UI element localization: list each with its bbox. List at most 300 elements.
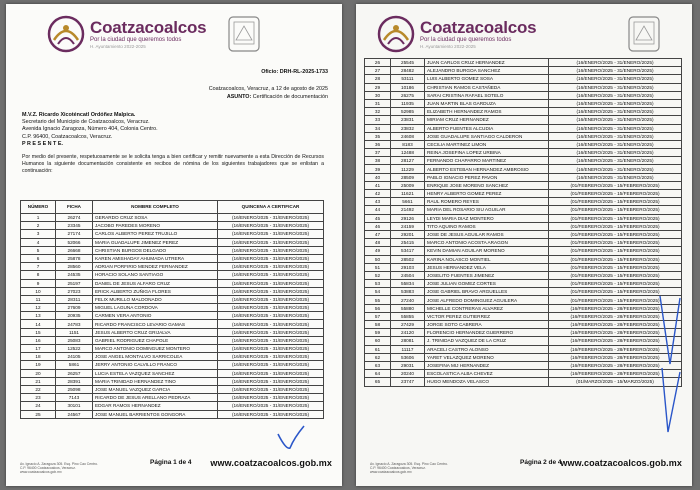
table-row	[21, 222, 324, 230]
cell-number: 31	[365, 99, 391, 107]
employee-table-page-1	[20, 200, 324, 419]
cell-ficha: 53883	[391, 288, 425, 296]
table-row	[365, 91, 682, 99]
cell-ficha: 7143	[56, 394, 93, 402]
cell-name: JOSE GUADALUPE SANTIAGO CALDERON	[425, 132, 549, 140]
cell-number: 57	[365, 312, 391, 320]
cell-name: JACOBO PAREDES MORENO	[93, 222, 218, 230]
employee-table-page-2	[364, 58, 682, 387]
table-row	[21, 295, 324, 303]
cell-period: (01/FEBRERO/2025 - 15/FEBRERO/2025)	[549, 255, 682, 263]
cell-ficha: 25083	[56, 336, 93, 344]
cell-ficha: 24504	[391, 271, 425, 279]
cell-period: (16/ENERO/2025 - 31/ENERO/2025)	[549, 149, 682, 157]
cell-name: MARCO ANTONIO DOMINGUEZ MONTERO	[93, 345, 218, 353]
cell-number: 46	[365, 222, 391, 230]
cell-number: 23	[21, 394, 56, 402]
cell-name: HENRY ALBERTO GOMEZ PEREZ	[425, 190, 549, 198]
table-row	[21, 238, 324, 246]
table-row	[365, 222, 682, 230]
cell-name: JOSE DE JESUS AGUILAR RAMOS	[425, 230, 549, 238]
table-row	[365, 116, 682, 124]
cell-ficha: 29201	[391, 230, 425, 238]
table-row	[365, 337, 682, 345]
cell-ficha: 26668	[56, 246, 93, 254]
logo-tagline: Por la ciudad que queremos todos	[420, 36, 512, 43]
cell-ficha: 24105	[56, 353, 93, 361]
cell-ficha: 52985	[391, 108, 425, 116]
cell-ficha: 25878	[56, 254, 93, 262]
cell-ficha: 24120	[391, 329, 425, 337]
table-row	[365, 239, 682, 247]
cell-number: 22	[21, 385, 56, 393]
cell-number: 6	[21, 254, 56, 262]
cell-number: 40	[365, 173, 391, 181]
cell-number: 2	[21, 222, 56, 230]
cell-name: RICARDO FRANCISCO LEVARIO GAMAS	[93, 320, 218, 328]
cell-name: VICTOR PEREZ GUTIERREZ	[425, 312, 549, 320]
cell-name: JESUS ALBERTO CRUZ GRIJALVA	[93, 328, 218, 336]
cell-number: 24	[21, 402, 56, 410]
table-row	[365, 378, 682, 386]
cell-name: CARLOS ALBERTO PEREZ TRUJILLO	[93, 230, 218, 238]
cell-name: ALBERTO ESTEBAN HERNANDEZ AMBROSIO	[425, 165, 549, 173]
cell-ficha: 27174	[56, 230, 93, 238]
cell-period: (16/FEBRERO/2025 - 28/FEBRERO/2025)	[549, 337, 682, 345]
cell-ficha: 27023	[56, 287, 93, 295]
cell-period: (16/ENERO/2025 - 31/ENERO/2025)	[218, 353, 324, 361]
cell-ficha: 5861	[56, 361, 93, 369]
cell-ficha: 11117	[391, 345, 425, 353]
cell-number: 26	[365, 59, 391, 67]
cell-name: PABLO IGNACIO PEREZ PAVON	[425, 173, 549, 181]
cell-ficha: 20240	[391, 370, 425, 378]
cell-period: (16/ENERO/2025 - 31/ENERO/2025)	[549, 165, 682, 173]
cell-period: (16/ENERO/2025 - 31/ENERO/2025)	[218, 361, 324, 369]
oficio-date: Coatzacoalcos, Veracruz, a 12 de agosto de 2025	[208, 85, 328, 92]
cell-ficha: 11935	[391, 99, 425, 107]
cell-ficha: 23832	[391, 124, 425, 132]
cell-number: 15	[21, 328, 56, 336]
page-footer	[370, 458, 682, 472]
cell-period: (01/FEBRERO/2025 - 15/FEBRERO/2025)	[549, 239, 682, 247]
cell-number: 61	[365, 345, 391, 353]
cell-period: (16/ENERO/2025 - 31/ENERO/2025)	[549, 91, 682, 99]
table-row	[21, 320, 324, 328]
cell-number: 4	[21, 238, 56, 246]
logo-emblem-icon	[376, 14, 416, 54]
table-row	[365, 75, 682, 83]
cell-number: 38	[365, 157, 391, 165]
cell-number: 33	[365, 116, 391, 124]
table-row	[365, 361, 682, 369]
cell-number: 5	[21, 246, 56, 254]
cell-ficha: 29126	[391, 214, 425, 222]
cell-number: 19	[21, 361, 56, 369]
cell-ficha: 29103	[391, 263, 425, 271]
cell-period: (16/FEBRERO/2025 - 28/FEBRERO/2025)	[549, 329, 682, 337]
table-row	[365, 321, 682, 329]
table-row	[21, 361, 324, 369]
cell-ficha: 8183	[391, 140, 425, 148]
footer-website: www.coatzacoalcos.gob.mx	[560, 458, 682, 468]
cell-ficha: 24567	[56, 410, 93, 418]
cell-period: (01/FEBRERO/2025 - 15/FEBRERO/2025)	[549, 271, 682, 279]
footer-page-number: Página 2 de 4	[520, 459, 562, 466]
cell-name: ELIZABETH HERNANDEZ RAMOS	[425, 108, 549, 116]
cell-name: JOSE ANGEL MONTALVO SARRICOLEA	[93, 353, 218, 361]
cell-name: J. TRINIDAD VAZQUEZ DE LA CRUZ	[425, 337, 549, 345]
cell-ficha: 30101	[56, 402, 93, 410]
cell-name: ALEJANDRO BURGOA SANCHEZ	[425, 67, 549, 75]
cell-name: RAUL ROMERO REYES	[425, 198, 549, 206]
cell-ficha: 53111	[391, 75, 425, 83]
addressee-title: Secretario del Municipio de Coatzacoalcos, Veracruz.	[22, 119, 150, 126]
cell-name: MICHELLE CONTRERAS ALVAREZ	[425, 304, 549, 312]
cell-number: 35	[365, 132, 391, 140]
cell-number: 21	[21, 377, 56, 385]
cell-period: (16/ENERO/2025 - 31/ENERO/2025)	[218, 336, 324, 344]
cell-name: KARINA NOLASCO MONTIEL	[425, 255, 549, 263]
cell-number: 39	[365, 165, 391, 173]
cell-period: (16/ENERO/2025 - 31/ENERO/2025)	[549, 59, 682, 67]
table-row	[365, 345, 682, 353]
cell-name: REINA JOSEFINA LOPEZ URBINA	[425, 149, 549, 157]
cell-period: (01/FEBRERO/2025 - 15/FEBRERO/2025)	[549, 181, 682, 189]
addressee-street: Avenida Ignacio Zaragoza, Número 404, Colonia Centro.	[22, 126, 158, 133]
cell-number: 20	[21, 369, 56, 377]
table-row	[365, 230, 682, 238]
cell-ficha: 28391	[56, 377, 93, 385]
table-row	[365, 296, 682, 304]
cell-ficha: 29031	[391, 361, 425, 369]
cell-number: 27	[365, 67, 391, 75]
cell-ficha: 24608	[391, 132, 425, 140]
cell-period: (16/ENERO/2025 - 31/ENERO/2025)	[218, 402, 324, 410]
oficio-subject: Certificación de documentación	[252, 94, 328, 100]
table-row	[21, 271, 324, 279]
table-row	[365, 124, 682, 132]
cell-period: (01/FEBRERO/2025 - 15/FEBRERO/2025)	[549, 198, 682, 206]
cell-name: YARET VELAZQUEZ MORENO	[425, 353, 549, 361]
handwritten-check-mark-icon	[656, 294, 684, 434]
cell-name: HORACIO SOLANO SANTIAGO	[93, 271, 218, 279]
municipal-logo	[376, 14, 536, 54]
table-row	[21, 254, 324, 262]
cell-ficha: 52066	[56, 238, 93, 246]
page-footer	[20, 458, 332, 472]
cell-period: (16/ENERO/2025 - 31/ENERO/2025)	[218, 394, 324, 402]
table-row	[365, 99, 682, 107]
cell-period: (01/MARZO/2025 - 15/MARZO/2025)	[549, 378, 682, 386]
logo-tagline: Por la ciudad que queremos todos	[90, 36, 182, 43]
cell-name: ERICK ALBERTO ZUÑIGA FLORES	[93, 287, 218, 295]
cell-period: (16/ENERO/2025 - 31/ENERO/2025)	[549, 173, 682, 181]
table-row	[365, 255, 682, 263]
table-row	[21, 402, 324, 410]
cell-number: 32	[365, 108, 391, 116]
cell-period: (16/FEBRERO/2025 - 28/FEBRERO/2025)	[549, 361, 682, 369]
cell-ficha: 1151	[56, 328, 93, 336]
cell-name: JESUS HERNANDEZ VELA	[425, 263, 549, 271]
cell-period: (01/FEBRERO/2025 - 15/FEBRERO/2025)	[549, 263, 682, 271]
table-row	[365, 140, 682, 148]
table-row	[365, 329, 682, 337]
cell-period: (01/FEBRERO/2025 - 15/FEBRERO/2025)	[549, 288, 682, 296]
column-header-ficha: FICHA	[56, 201, 93, 214]
cell-number: 47	[365, 230, 391, 238]
logo-brand-text: Coatzacoalcos	[420, 17, 537, 37]
column-header-number: NÚMERO	[21, 201, 56, 214]
cell-name: GABRIEL RODRIGUEZ CHAPOLE	[93, 336, 218, 344]
cell-ficha: 12488	[391, 149, 425, 157]
table-row	[21, 328, 324, 336]
table-row	[365, 165, 682, 173]
table-row	[365, 353, 682, 361]
cell-number: 52	[365, 271, 391, 279]
cell-period: (16/ENERO/2025 - 31/ENERO/2025)	[218, 377, 324, 385]
addressee-block	[22, 112, 222, 148]
logo-period: H. Ayuntamiento 2022-2025	[420, 43, 476, 49]
cell-name: JOSE JULIAN GOMEZ CORTES	[425, 280, 549, 288]
cell-period: (16/ENERO/2025 - 31/ENERO/2025)	[218, 246, 324, 254]
cell-number: 37	[365, 149, 391, 157]
cell-ficha: 28081	[391, 337, 425, 345]
cell-period: (16/ENERO/2025 - 31/ENERO/2025)	[549, 132, 682, 140]
cell-name: JORGE SOTO CABRERA	[425, 321, 549, 329]
cell-period: (16/FEBRERO/2025 - 28/FEBRERO/2025)	[549, 304, 682, 312]
cell-name: JOSE GABRIEL BRAVO ARGUELLES	[425, 288, 549, 296]
municipal-seal-icon	[626, 14, 662, 54]
table-row	[365, 214, 682, 222]
cell-period: (16/FEBRERO/2025 - 28/FEBRERO/2025)	[549, 321, 682, 329]
cell-number: 42	[365, 190, 391, 198]
table-row	[21, 304, 324, 312]
cell-period: (16/ENERO/2025 - 31/ENERO/2025)	[218, 295, 324, 303]
cell-name: JOSEFINA MIJ HERNANDEZ	[425, 361, 549, 369]
cell-ficha: 20935	[56, 312, 93, 320]
cell-ficha: 27609	[56, 304, 93, 312]
cell-number: 14	[21, 320, 56, 328]
cell-number: 55	[365, 296, 391, 304]
table-row	[365, 149, 682, 157]
cell-name: JOSE ALFREDO DOMINGUEZ AGUILERA	[425, 296, 549, 304]
cell-period: (01/FEBRERO/2025 - 15/FEBRERO/2025)	[549, 214, 682, 222]
footer-address: Av. Ignacio A. Zaragoza 305. Esq. Pino Cao Centro. C.P. 96400 Coatzacoalcos, Veracruz. www.coatzacoalcos.gob.mx	[20, 462, 98, 474]
table-row	[365, 247, 682, 255]
cell-number: 58	[365, 321, 391, 329]
cell-period: (16/FEBRERO/2025 - 28/FEBRERO/2025)	[549, 370, 682, 378]
cell-period: (01/FEBRERO/2025 - 15/FEBRERO/2025)	[549, 190, 682, 198]
cell-number: 18	[21, 353, 56, 361]
table-row	[365, 83, 682, 91]
cell-period: (01/FEBRERO/2025 - 15/FEBRERO/2025)	[549, 206, 682, 214]
cell-ficha: 25009	[391, 181, 425, 189]
cell-number: 3	[21, 230, 56, 238]
cell-period: (16/ENERO/2025 - 31/ENERO/2025)	[218, 369, 324, 377]
document-page-1	[6, 4, 342, 486]
cell-ficha: 55834	[391, 280, 425, 288]
cell-period: (16/FEBRERO/2025 - 28/FEBRERO/2025)	[549, 312, 682, 320]
cell-period: (16/ENERO/2025 - 31/ENERO/2025)	[218, 214, 324, 222]
cell-number: 43	[365, 198, 391, 206]
cell-period: (16/ENERO/2025 - 31/ENERO/2025)	[549, 75, 682, 83]
document-page-2	[356, 4, 692, 486]
table-row	[365, 271, 682, 279]
cell-number: 41	[365, 181, 391, 189]
table-row	[365, 280, 682, 288]
municipal-logo	[46, 14, 206, 54]
cell-number: 9	[21, 279, 56, 287]
cell-period: (01/FEBRERO/2025 - 15/FEBRERO/2025)	[549, 247, 682, 255]
cell-name: EDGAR RAMOS HERNANDEZ	[93, 402, 218, 410]
cell-number: 16	[21, 336, 56, 344]
cell-name: FLORENCIO HERNANDEZ GUERRERO	[425, 329, 549, 337]
cell-period: (16/ENERO/2025 - 31/ENERO/2025)	[218, 328, 324, 336]
cell-ficha: 27240	[391, 296, 425, 304]
cell-period: (16/FEBRERO/2025 - 28/FEBRERO/2025)	[549, 353, 682, 361]
cell-ficha: 28502	[391, 255, 425, 263]
cell-number: 17	[21, 345, 56, 353]
cell-ficha: 23747	[391, 378, 425, 386]
footer-address: Av. Ignacio A. Zaragoza 305. Esq. Pino Cao Centro. C.P. 96400 Coatzacoalcos, Veracruz. www.coatzacoalcos.gob.mx	[370, 462, 448, 474]
table-row	[365, 288, 682, 296]
cell-period: (16/ENERO/2025 - 31/ENERO/2025)	[218, 287, 324, 295]
table-row	[365, 370, 682, 378]
table-row	[365, 206, 682, 214]
oficio-number: Oficio: DRH-RL-2025-1733	[261, 69, 328, 75]
cell-period: (16/ENERO/2025 - 31/ENERO/2025)	[218, 230, 324, 238]
cell-name: KAREN AMISHADAY AHUMADA UTRERA	[93, 254, 218, 262]
cell-ficha: 12522	[56, 345, 93, 353]
cell-ficha: 28127	[391, 157, 425, 165]
table-row	[21, 345, 324, 353]
cell-ficha: 53417	[391, 247, 425, 255]
logo-brand-text: Coatzacoalcos	[90, 17, 207, 37]
cell-number: 54	[365, 288, 391, 296]
cell-period: (16/ENERO/2025 - 31/ENERO/2025)	[218, 345, 324, 353]
cell-number: 12	[21, 304, 56, 312]
cell-number: 1	[21, 214, 56, 222]
cell-name: FERNANDO CHAPARRO MARTINEZ	[425, 157, 549, 165]
municipal-seal-icon	[226, 14, 262, 54]
cell-number: 63	[365, 361, 391, 369]
cell-period: (01/FEBRERO/2025 - 15/FEBRERO/2025)	[549, 296, 682, 304]
cell-name: MARIA GUADALUPE JIMENEZ PEREZ	[93, 238, 218, 246]
cell-name: LUCIA ESTELA VAZQUEZ SANCHEZ	[93, 369, 218, 377]
cell-period: (16/ENERO/2025 - 31/ENERO/2025)	[218, 254, 324, 262]
cell-period: (16/ENERO/2025 - 31/ENERO/2025)	[218, 279, 324, 287]
cell-period: (16/ENERO/2025 - 31/ENERO/2025)	[549, 157, 682, 165]
cell-period: (16/ENERO/2025 - 31/ENERO/2025)	[549, 67, 682, 75]
table-row	[365, 157, 682, 165]
addressee-attn: P R E S E N T E.	[22, 140, 63, 147]
cell-number: 45	[365, 214, 391, 222]
table-row	[21, 394, 324, 402]
handwritten-check-mark-icon	[276, 424, 306, 454]
table-row	[365, 108, 682, 116]
table-header-row	[21, 201, 324, 214]
cell-ficha: 28482	[391, 67, 425, 75]
cell-ficha: 23345	[56, 222, 93, 230]
cell-ficha: 26257	[56, 369, 93, 377]
table-row	[365, 190, 682, 198]
cell-period: (16/FEBRERO/2025 - 28/FEBRERO/2025)	[549, 345, 682, 353]
logo-emblem-icon	[46, 14, 86, 54]
cell-ficha: 25415	[391, 239, 425, 247]
table-row	[365, 304, 682, 312]
cell-ficha: 55880	[391, 304, 425, 312]
cell-period: (01/FEBRERO/2025 - 15/FEBRERO/2025)	[549, 280, 682, 288]
cell-ficha: 24783	[56, 320, 93, 328]
cell-name: MIRIAM CRUZ HERNANDEZ	[425, 116, 549, 124]
table-row	[365, 312, 682, 320]
cell-period: (16/ENERO/2025 - 31/ENERO/2025)	[218, 263, 324, 271]
cell-number: 13	[21, 312, 56, 320]
cell-ficha: 28560	[56, 263, 93, 271]
cell-ficha: 25545	[391, 59, 425, 67]
cell-period: (16/ENERO/2025 - 31/ENERO/2025)	[549, 116, 682, 124]
cell-period: (16/ENERO/2025 - 31/ENERO/2025)	[549, 124, 682, 132]
table-row	[365, 173, 682, 181]
cell-name: LEYDI MARIA DIAZ MONTERO	[425, 214, 549, 222]
cell-number: 29	[365, 83, 391, 91]
table-row	[365, 132, 682, 140]
cell-name: ALBERTO FUENTES ALCUDIA	[425, 124, 549, 132]
cell-ficha: 25098	[56, 385, 93, 393]
table-row	[21, 312, 324, 320]
logo-period: H. Ayuntamiento 2022-2025	[90, 43, 146, 49]
column-header-name: NOMBRE COMPLETO	[93, 201, 218, 214]
cell-name: MARCO ANTONIO ACOSTA ARAGON	[425, 239, 549, 247]
cell-ficha: 11621	[391, 190, 425, 198]
cell-period: (16/ENERO/2025 - 31/ENERO/2025)	[218, 271, 324, 279]
cell-period: (16/ENERO/2025 - 31/ENERO/2025)	[549, 99, 682, 107]
cell-name: MARIA DEL ROSARIO SIU AGUILAR	[425, 206, 549, 214]
cell-number: 65	[365, 378, 391, 386]
cell-number: 60	[365, 337, 391, 345]
cell-name: ADRIAN PORFIRIO MENDEZ FERNANDEZ	[93, 263, 218, 271]
cell-name: GERARDO CRUZ SOSA	[93, 214, 218, 222]
cell-period: (16/ENERO/2025 - 31/ENERO/2025)	[218, 238, 324, 246]
cell-number: 8	[21, 271, 56, 279]
cell-number: 25	[21, 410, 56, 418]
cell-number: 11	[21, 295, 56, 303]
cell-ficha: 55855	[391, 312, 425, 320]
table-row	[21, 279, 324, 287]
cell-period: (16/ENERO/2025 - 31/ENERO/2025)	[218, 304, 324, 312]
cell-name: JERRY ANTONIO CALVILLO FRANCO	[93, 361, 218, 369]
cell-name: DANIEL DE JESUS ALFARO CRUZ	[93, 279, 218, 287]
footer-website: www.coatzacoalcos.gob.mx	[210, 458, 332, 468]
table-row	[21, 385, 324, 393]
table-row	[21, 263, 324, 271]
cell-ficha: 28311	[56, 295, 93, 303]
cell-name: JUAN CARLOS CRUZ HERNANDEZ	[425, 59, 549, 67]
cell-ficha: 11229	[391, 165, 425, 173]
cell-ficha: 21492	[391, 206, 425, 214]
cell-number: 44	[365, 206, 391, 214]
cell-number: 59	[365, 329, 391, 337]
oficio-subject-label: ASUNTO:	[226, 94, 252, 100]
oficio-header	[209, 68, 328, 102]
cell-number: 56	[365, 304, 391, 312]
cell-ficha: 10186	[391, 83, 425, 91]
cell-number: 53	[365, 280, 391, 288]
cell-ficha: 5661	[391, 198, 425, 206]
table-row	[21, 230, 324, 238]
cell-name: FELIX MURILLO MALDONADO	[93, 295, 218, 303]
